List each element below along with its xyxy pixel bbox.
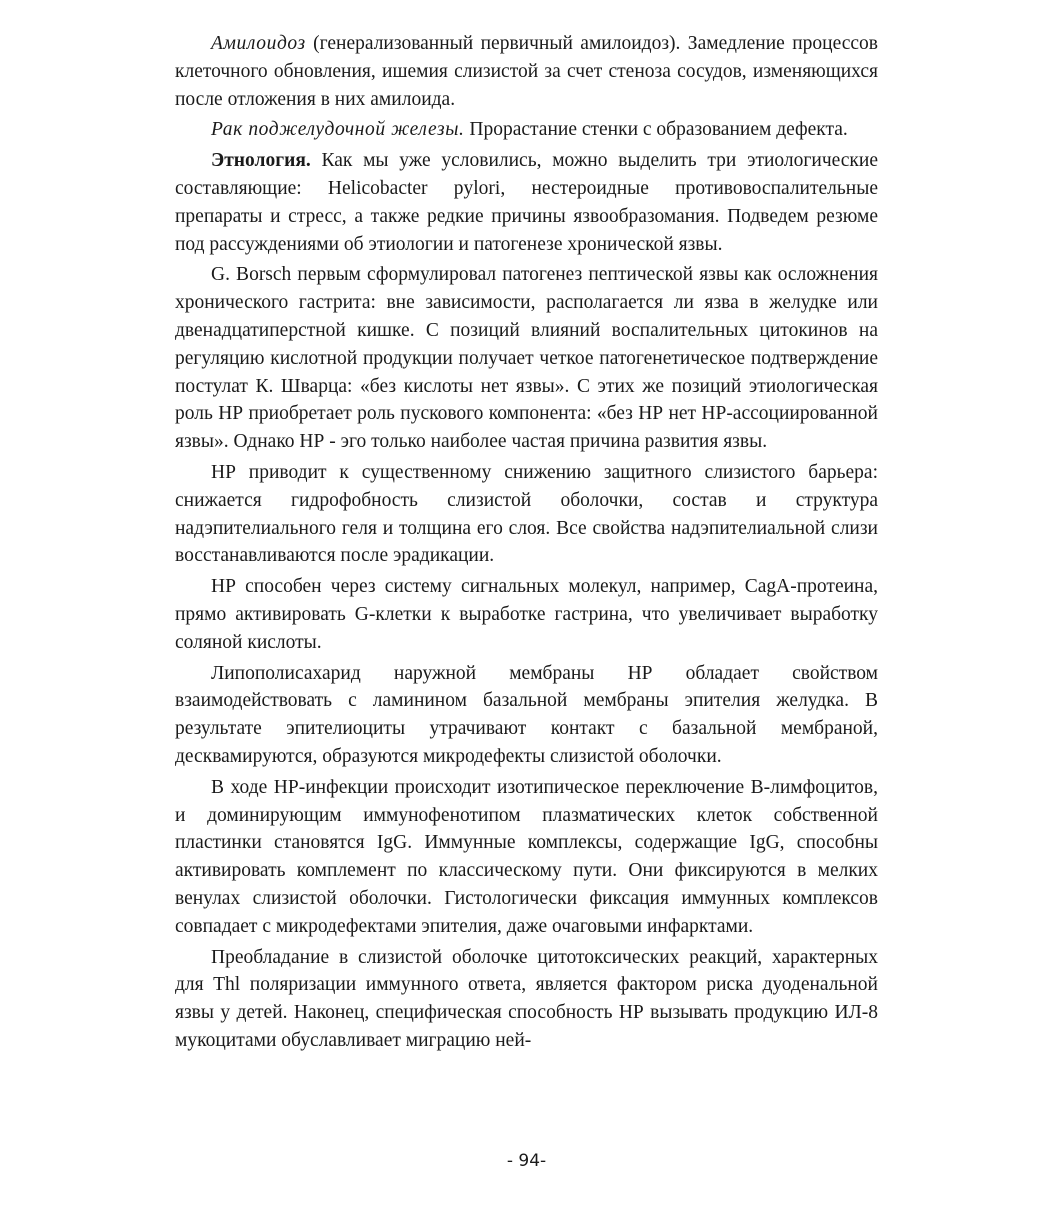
paragraph-text: НР способен через систему сигнальных молекул, например, CagA-протеина, прямо активировать G-клетки к выработке гастрина, что увеличивает выработку соляной кислоты. [175,576,878,653]
paragraph-text: (генерализованный первичный амилоидоз). Замедление процессов клеточного обновления, ишемия слизистой за счет стеноза сосудов, изменяющихся после отложения в них амилоида. [175,33,878,110]
paragraph-pancreatic-cancer [175,116,878,144]
paragraph-cytotoxic [175,944,878,1055]
page-number: - 94- [506,1151,547,1171]
paragraph-text: В ходе НР-инфекции происходит изотипическое переключение В-лимфоцитов, и доминирующим иммунофенотипом плазматических клеток собственной пластинки становятся IgG. Иммунные комплексы, содержащие IgG, способны активировать комплемент по классическому пути. Они фиксируются в мелких венулах слизистой оболочки. Гистологически фиксация иммунных комплексов совпадает с микродефектами эпителия, даже очаговыми инфарктами. [175,776,878,937]
paragraph-text: Прорастание стенки с образованием дефекта. [464,119,848,141]
paragraph-lead-italic: Рак поджелудочной железы. [211,119,465,141]
paragraph-isotype-switch [175,774,878,941]
paragraph-caga [175,573,878,656]
paragraph-lead-italic: Амилоидоз [211,33,306,54]
paragraph-text: Как мы уже условились, можно выделить три этиологические составляющие: Helicobacter pylori, нестероидные противовоспалительные препараты и стресс, а также редкие причины язвообразомания. Подведем резюме под рассуждениями об этиологии и патогенезе хронической язвы. [175,150,878,255]
paragraph-etiology [175,147,878,258]
paragraph-lipopolysaccharide [175,660,878,771]
paragraph-borsch [175,261,878,456]
page-body [175,30,878,1058]
paragraph-amyloidosis [175,30,878,113]
paragraph-mucus-barrier [175,459,878,570]
paragraph-text: Липополисахарид наружной мембраны НР обладает свойством взаимодействовать с ламинином базальной мембраны эпителия желудка. В результате эпителиоциты утрачивают контакт с базальной мембраной, десквамируются, образуются микродефекты слизистой оболочки. [175,662,878,767]
paragraph-text: НР приводит к существенному снижению защитного слизистого барьера: снижается гидрофобность слизистой оболочки, состав и структура надэпителиального геля и толщина его слоя. Все свойства надэпителиальной слизи восстанавливаются после эрадикации. [175,461,878,567]
paragraph-text: G. Borsch первым сформулировал патогенез пептической язвы как осложнения хронического гастрита: вне зависимости, располагается ли язва в желудке или двенадцатиперстной кишке. С позиций влияний воспалительных цитокинов на регуляцию кислотной продукции получает четкое патогенетическое подтверждение постулат К. Шварца: «без кислоты нет язвы». С этих же позиций этиологическая роль НР приобретает роль пускового компонента: «без НР нет НР-ассоциированной язвы». Однако НР - эго только наиболее частая причина развития язвы. [175,264,878,453]
paragraph-text: Преобладание в слизистой оболочке цитотоксических реакций, характерных для Thl поляризации иммунного ответа, является фактором риска дуоденальной язвы у детей. Наконец, специфическая способность НР вызывать продукцию ИЛ-8 мукоцитами обуславливает миграцию ней- [175,946,878,1051]
paragraph-lead-bold: Этнология. [211,150,311,172]
